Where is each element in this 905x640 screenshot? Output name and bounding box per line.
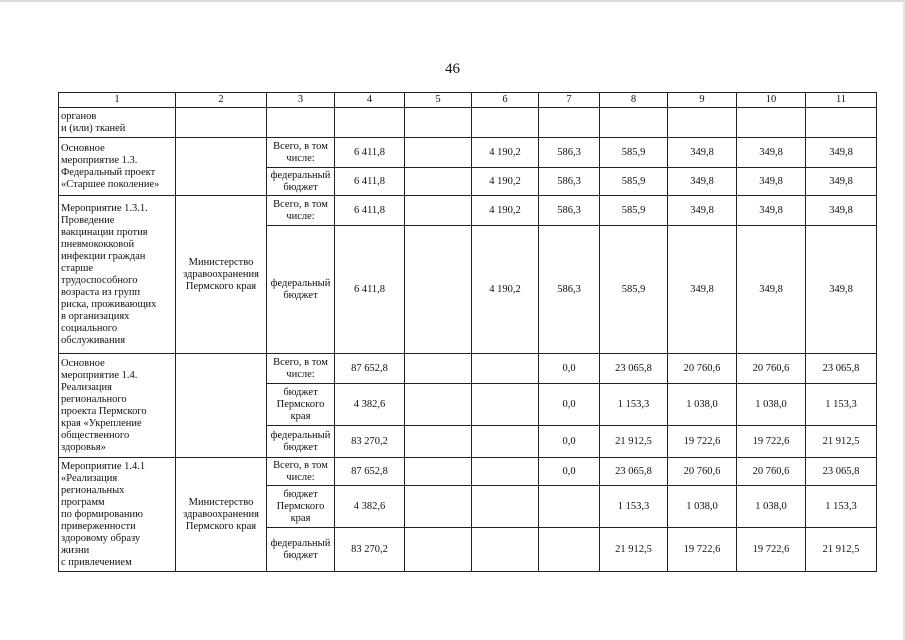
amount-cell: 23 065,8 (806, 354, 877, 384)
amount-cell: 1 153,3 (600, 486, 668, 528)
amount-cell: 349,8 (668, 226, 737, 354)
budget-table (58, 92, 877, 572)
amount-cell (405, 384, 472, 426)
column-number: 10 (737, 93, 806, 108)
column-number: 6 (472, 93, 539, 108)
amount-cell: 585,9 (600, 168, 668, 196)
amount-cell: 20 760,6 (668, 458, 737, 486)
amount-cell: 4 190,2 (472, 138, 539, 168)
column-number: 4 (335, 93, 405, 108)
column-number: 8 (600, 93, 668, 108)
amount-cell (405, 528, 472, 572)
amount-cell: 4 382,6 (335, 486, 405, 528)
amount-cell: 585,9 (600, 138, 668, 168)
column-number: 5 (405, 93, 472, 108)
amount-cell: 1 153,3 (600, 384, 668, 426)
amount-cell: 1 038,0 (737, 486, 806, 528)
amount-cell: 20 760,6 (737, 458, 806, 486)
funding-source-cell: Всего, в том числе: (267, 138, 335, 168)
amount-cell (405, 458, 472, 486)
page-number: 46 (445, 61, 460, 77)
amount-cell: 349,8 (806, 168, 877, 196)
amount-cell (806, 108, 877, 138)
table-row (59, 354, 877, 384)
amount-cell: 349,8 (668, 196, 737, 226)
amount-cell (405, 354, 472, 384)
amount-cell: 1 038,0 (668, 486, 737, 528)
amount-cell (405, 196, 472, 226)
funding-source-cell: федеральный бюджет (267, 226, 335, 354)
amount-cell: 6 411,8 (335, 168, 405, 196)
amount-cell: 4 190,2 (472, 226, 539, 354)
measure-name-cell: Мероприятие 1.4.1 «Реализация региональных программ по формированию приверженности здоровому образу жизни с привлечением (59, 458, 176, 572)
funding-source-cell: бюджет Пермского края (267, 486, 335, 528)
amount-cell: 6 411,8 (335, 196, 405, 226)
measure-name-cell: органов и (или) тканей (59, 108, 176, 138)
amount-cell: 349,8 (737, 138, 806, 168)
amount-cell: 0,0 (539, 426, 600, 458)
amount-cell: 87 652,8 (335, 354, 405, 384)
amount-cell: 20 760,6 (668, 354, 737, 384)
amount-cell: 349,8 (737, 226, 806, 354)
measure-name-cell: Основное мероприятие 1.3. Федеральный проект «Старшее поколение» (59, 138, 176, 196)
amount-cell: 4 190,2 (472, 168, 539, 196)
amount-cell (539, 108, 600, 138)
amount-cell: 586,3 (539, 168, 600, 196)
amount-cell: 586,3 (539, 226, 600, 354)
amount-cell: 1 038,0 (737, 384, 806, 426)
funding-source-cell (267, 108, 335, 138)
amount-cell (405, 168, 472, 196)
measure-name-cell: Мероприятие 1.3.1. Проведение вакцинации против пневмококковой инфекции граждан старше трудоспособного возраста из групп риска, проживающих в организациях социального обслуживания (59, 196, 176, 354)
column-number: 1 (59, 93, 176, 108)
amount-cell (472, 354, 539, 384)
funding-source-cell: бюджет Пермского края (267, 384, 335, 426)
amount-cell: 6 411,8 (335, 226, 405, 354)
executor-cell (176, 138, 267, 196)
amount-cell: 349,8 (806, 226, 877, 354)
amount-cell: 87 652,8 (335, 458, 405, 486)
amount-cell: 585,9 (600, 196, 668, 226)
funding-source-cell: федеральный бюджет (267, 528, 335, 572)
funding-source-cell: Всего, в том числе: (267, 458, 335, 486)
amount-cell (472, 458, 539, 486)
amount-cell (737, 108, 806, 138)
funding-source-cell: Всего, в том числе: (267, 354, 335, 384)
column-number: 3 (267, 93, 335, 108)
amount-cell: 6 411,8 (335, 138, 405, 168)
column-number: 7 (539, 93, 600, 108)
table-body (59, 93, 877, 572)
amount-cell: 23 065,8 (806, 458, 877, 486)
amount-cell (335, 108, 405, 138)
amount-cell: 585,9 (600, 226, 668, 354)
amount-cell: 1 038,0 (668, 384, 737, 426)
amount-cell: 19 722,6 (737, 528, 806, 572)
amount-cell: 4 190,2 (472, 196, 539, 226)
amount-cell: 23 065,8 (600, 354, 668, 384)
amount-cell: 83 270,2 (335, 426, 405, 458)
amount-cell: 4 382,6 (335, 384, 405, 426)
amount-cell (405, 108, 472, 138)
table-row (59, 458, 877, 486)
amount-cell: 23 065,8 (600, 458, 668, 486)
funding-source-cell: федеральный бюджет (267, 426, 335, 458)
funding-source-cell: федеральный бюджет (267, 168, 335, 196)
amount-cell: 19 722,6 (668, 426, 737, 458)
amount-cell: 20 760,6 (737, 354, 806, 384)
amount-cell (472, 108, 539, 138)
amount-cell (539, 528, 600, 572)
amount-cell (472, 384, 539, 426)
amount-cell (539, 486, 600, 528)
funding-source-cell: Всего, в том числе: (267, 196, 335, 226)
amount-cell (668, 108, 737, 138)
column-number-row (59, 93, 877, 108)
column-number: 11 (806, 93, 877, 108)
table-row (59, 138, 877, 168)
amount-cell (600, 108, 668, 138)
column-number: 2 (176, 93, 267, 108)
amount-cell (405, 486, 472, 528)
amount-cell: 586,3 (539, 138, 600, 168)
amount-cell: 83 270,2 (335, 528, 405, 572)
amount-cell: 349,8 (737, 196, 806, 226)
amount-cell: 19 722,6 (737, 426, 806, 458)
amount-cell (405, 226, 472, 354)
amount-cell: 349,8 (668, 168, 737, 196)
amount-cell: 19 722,6 (668, 528, 737, 572)
amount-cell: 0,0 (539, 354, 600, 384)
amount-cell (472, 426, 539, 458)
amount-cell: 1 153,3 (806, 486, 877, 528)
amount-cell: 21 912,5 (600, 426, 668, 458)
amount-cell (405, 138, 472, 168)
amount-cell: 349,8 (737, 168, 806, 196)
executor-cell (176, 354, 267, 458)
amount-cell: 0,0 (539, 458, 600, 486)
executor-cell: Министерство здравоохранения Пермского края (176, 196, 267, 354)
table-row (59, 108, 877, 138)
executor-cell (176, 108, 267, 138)
amount-cell: 349,8 (668, 138, 737, 168)
amount-cell: 21 912,5 (806, 426, 877, 458)
amount-cell (472, 528, 539, 572)
table-row (59, 196, 877, 226)
amount-cell: 1 153,3 (806, 384, 877, 426)
amount-cell: 586,3 (539, 196, 600, 226)
amount-cell: 0,0 (539, 384, 600, 426)
amount-cell: 21 912,5 (806, 528, 877, 572)
amount-cell (472, 486, 539, 528)
column-number: 9 (668, 93, 737, 108)
amount-cell: 349,8 (806, 138, 877, 168)
amount-cell: 21 912,5 (600, 528, 668, 572)
amount-cell: 349,8 (806, 196, 877, 226)
scan-edge-top (0, 0, 905, 2)
measure-name-cell: Основное мероприятие 1.4. Реализация регионального проекта Пермского края «Укрепление общественного здоровья» (59, 354, 176, 458)
executor-cell: Министерство здравоохранения Пермского края (176, 458, 267, 572)
amount-cell (405, 426, 472, 458)
